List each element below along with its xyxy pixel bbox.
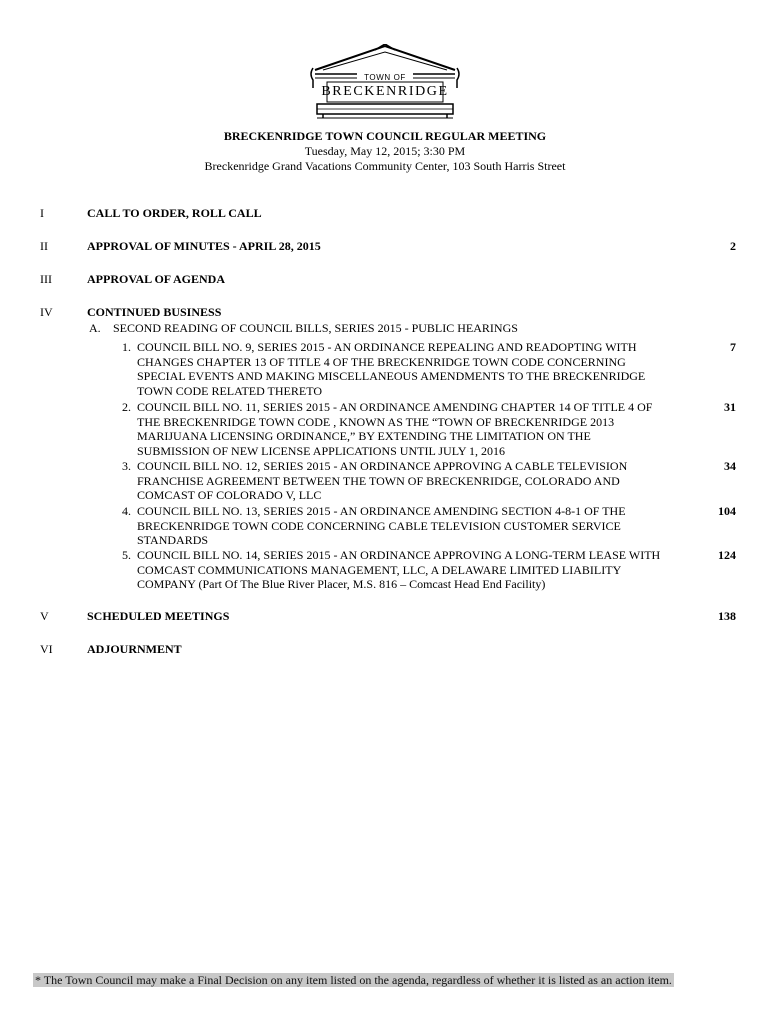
bill-line: THE BRECKENRIDGE TOWN CODE , KNOWN AS THE “TOWN OF BRECKENRIDGE 2013	[137, 414, 615, 429]
bill-number: 3.	[122, 459, 131, 473]
town-logo	[309, 44, 461, 120]
meeting-datetime: Tuesday, May 12, 2015; 3:30 PM	[304, 144, 466, 158]
bill-number: 4.	[122, 504, 131, 518]
bill-line: MARIJUANA LICENSING ORDINANCE,” BY EXTENDING THE LIMITATION ON THE	[137, 429, 591, 444]
section-title: ADJOURNMENT	[87, 642, 182, 656]
bill-line: BRECKENRIDGE TOWN CODE CONCERNING CABLE TELEVISION CUSTOMER SERVICE	[137, 518, 621, 533]
bill-description	[137, 548, 697, 592]
section-title: SCHEDULED MEETINGS	[87, 609, 230, 623]
section-numeral: VI	[40, 642, 53, 656]
subsection-letter: A.	[89, 321, 101, 335]
bill-page-number: 7	[730, 340, 736, 354]
bill-line: COMPANY (Part Of The Blue River Placer, M.S. 816 – Comcast Head End Facility)	[137, 577, 546, 592]
bill-line: COUNCIL BILL NO. 12, SERIES 2015 - AN ORDINANCE APPROVING A CABLE TELEVISION	[137, 459, 628, 473]
bill-line: COUNCIL BILL NO. 13, SERIES 2015 - AN ORDINANCE AMENDING SECTION 4-8-1 OF THE	[137, 504, 626, 518]
bill-line: TOWN CODE RELATED THERETO	[137, 383, 322, 398]
bill-line: CHANGES CHAPTER 13 OF TITLE 4 OF THE BRECKENRIDGE TOWN CODE CONCERNING	[137, 354, 626, 369]
section-title: CONTINUED BUSINESS	[87, 305, 222, 319]
section-title: CALL TO ORDER, ROLL CALL	[87, 206, 262, 220]
section-numeral: IV	[40, 305, 53, 319]
section-numeral: V	[40, 609, 49, 623]
bill-line: SPECIAL EVENTS AND MAKING MISCELLANEOUS AMENDMENTS TO THE BRECKENRIDGE	[137, 369, 646, 384]
bill-line: FRANCHISE AGREEMENT BETWEEN THE TOWN OF BRECKENRIDGE, COLORADO AND	[137, 473, 620, 488]
bill-page-number: 124	[718, 548, 736, 562]
section-page-number: 2	[730, 239, 736, 253]
bill-page-number: 104	[718, 504, 736, 518]
bill-page-number: 34	[724, 459, 736, 473]
bill-page-number: 31	[724, 400, 736, 414]
section-numeral: III	[40, 272, 52, 286]
footer-note: * The Town Council may make a Final Decision on any item listed on the agenda, regardless of whether it is listed as an action item.	[35, 973, 672, 987]
bill-line: COUNCIL BILL NO. 14, SERIES 2015 - AN ORDINANCE APPROVING A LONG-TERM LEASE WITH	[137, 548, 661, 562]
logo-town-name: BRECKENRIDGE	[321, 84, 449, 99]
bill-number: 5.	[122, 548, 131, 562]
bill-number: 1.	[122, 340, 131, 354]
bill-line: SUBMISSION OF NEW LICENSE APPLICATIONS UNTIL JULY 1, 2016	[137, 443, 506, 458]
section-numeral: I	[40, 206, 44, 220]
bill-number: 2.	[122, 400, 131, 414]
logo-town-of: TOWN OF	[364, 73, 406, 82]
bill-line: COMCAST OF COLORADO V, LLC	[137, 488, 322, 503]
meeting-title: BRECKENRIDGE TOWN COUNCIL REGULAR MEETING	[223, 129, 547, 143]
section-title: APPROVAL OF MINUTES - APRIL 28, 2015	[87, 239, 321, 253]
bill-line: STANDARDS	[137, 533, 209, 548]
bill-description	[137, 459, 697, 503]
bill-line: COUNCIL BILL NO. 9, SERIES 2015 - AN ORDINANCE REPEALING AND READOPTING WITH	[137, 340, 637, 354]
section-numeral: II	[40, 239, 48, 253]
bill-line: COMCAST COMMUNICATIONS MANAGEMENT, LLC, A DELAWARE LIMITED LIABILITY	[137, 562, 622, 577]
bill-description	[137, 504, 697, 548]
bill-line: COUNCIL BILL NO. 11, SERIES 2015 - AN ORDINANCE AMENDING CHAPTER 14 OF TITLE 4 OF	[137, 400, 653, 414]
meeting-location: Breckenridge Grand Vacations Community Center, 103 South Harris Street	[204, 159, 566, 173]
bill-description	[137, 340, 697, 398]
section-title: APPROVAL OF AGENDA	[87, 272, 226, 286]
section-page-number: 138	[718, 609, 736, 623]
subsection-title: SECOND READING OF COUNCIL BILLS, SERIES 2015 - PUBLIC HEARINGS	[113, 321, 518, 335]
meeting-header	[0, 129, 770, 174]
bill-description	[137, 400, 697, 458]
town-logo-frame	[309, 44, 461, 120]
